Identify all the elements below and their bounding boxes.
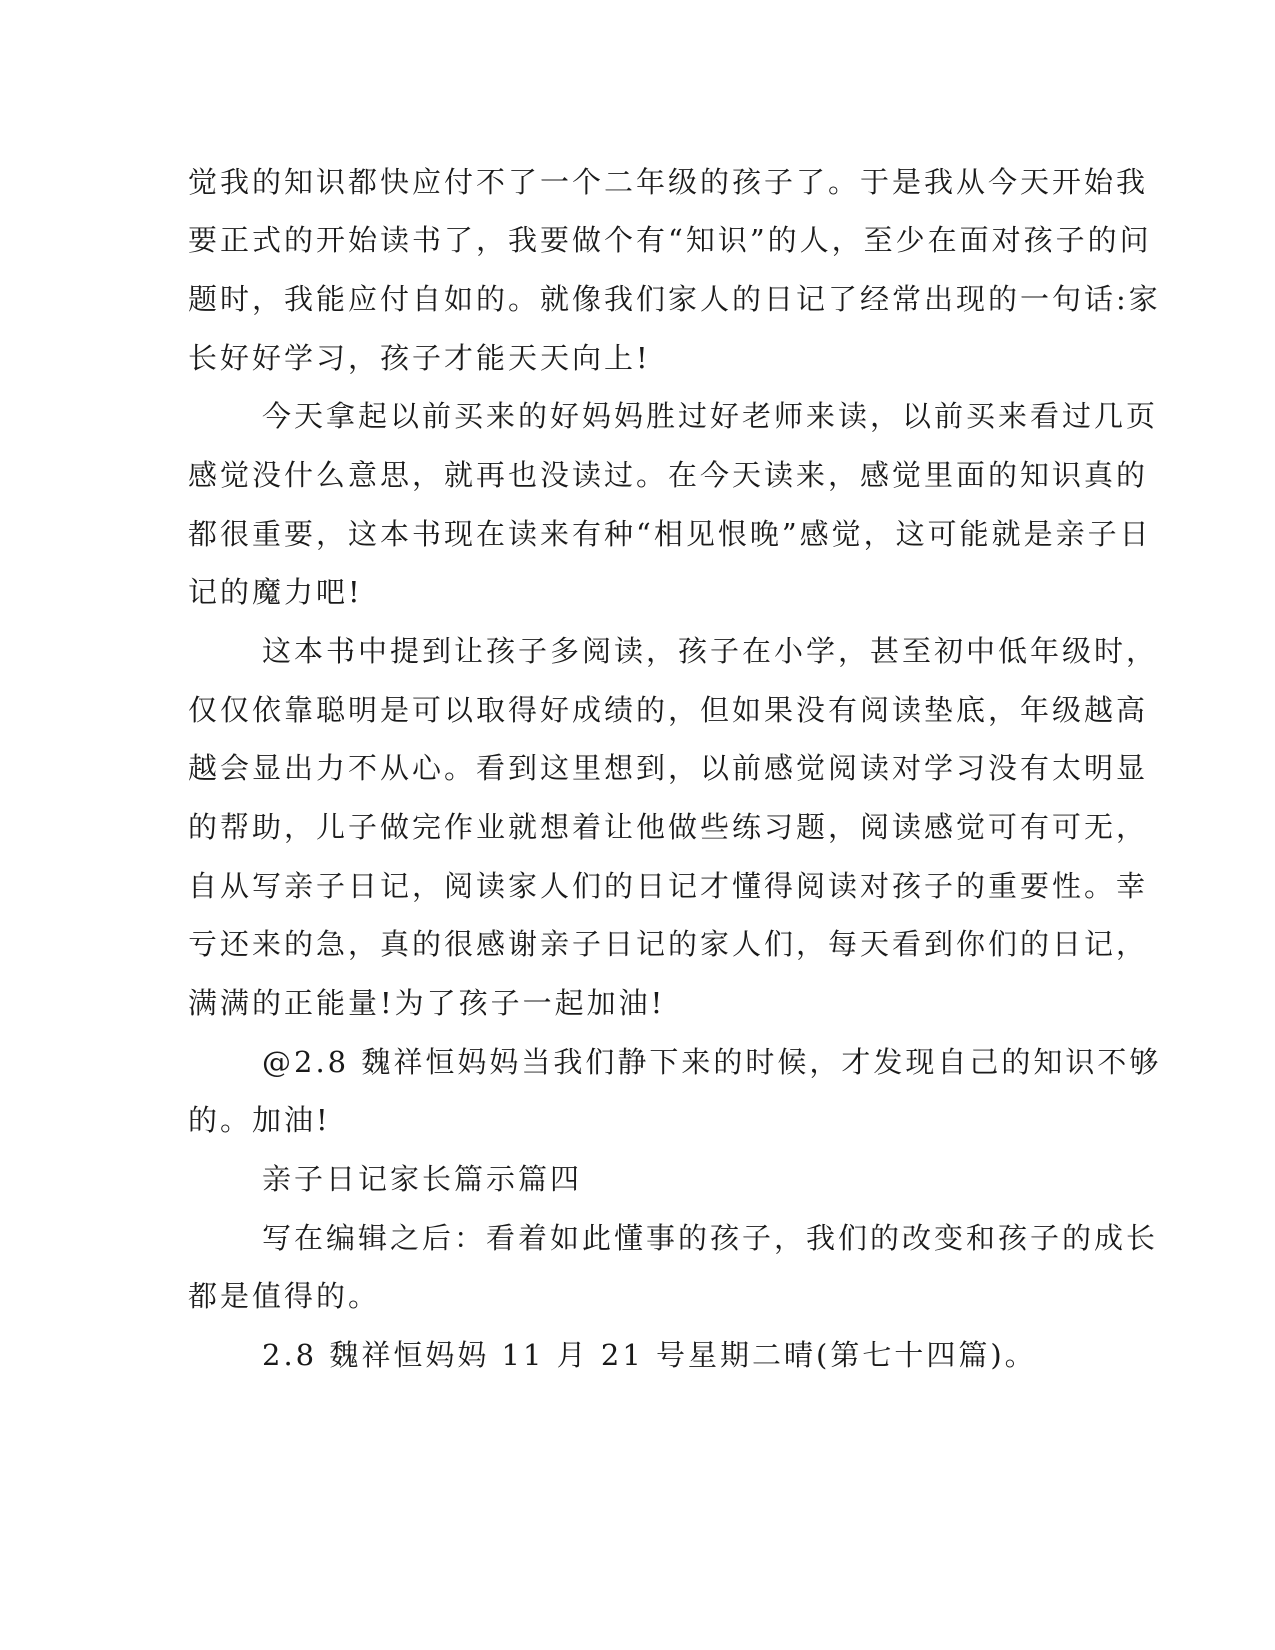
paragraph-line: 今天拿起以前买来的好妈妈胜过好老师来读，以前买来看过几页	[262, 399, 1159, 433]
section-heading: 亲子日记家长篇示篇四	[262, 1162, 583, 1196]
paragraph-line: 题时，我能应付自如的。就像我们家人的日记了经常出现的一句话:家	[188, 282, 1161, 316]
paragraph-line: 觉我的知识都快应付不了一个二年级的孩子了。于是我从今天开始我	[188, 165, 1149, 199]
paragraph-line: 长好好学习，孩子才能天天向上!	[188, 341, 651, 375]
paragraph-line: 亏还来的急，真的很感谢亲子日记的家人们，每天看到你们的日记，	[188, 927, 1149, 961]
paragraph-line: 的帮助，儿子做完作业就想着让他做些练习题，阅读感觉可有可无，	[188, 810, 1149, 844]
paragraph-line: 都是值得的。	[188, 1279, 381, 1313]
paragraph-line: 要正式的开始读书了，我要做个有“知识”的人，至少在面对孩子的问	[188, 223, 1152, 257]
paragraph-line: 记的魔力吧!	[188, 575, 363, 609]
paragraph-line: 满满的正能量!为了孩子一起加油!	[188, 986, 666, 1020]
paragraph-line: 自从写亲子日记，阅读家人们的日记才懂得阅读对孩子的重要性。幸	[188, 869, 1149, 903]
paragraph-line: @2.8 魏祥恒妈妈当我们静下来的时候，才发现自己的知识不够	[262, 1045, 1162, 1079]
paragraph-line: 2.8 魏祥恒妈妈 11 月 21 号星期二晴(第七十四篇)。	[262, 1338, 1037, 1372]
paragraph-line: 写在编辑之后：看着如此懂事的孩子，我们的改变和孩子的成长	[262, 1221, 1159, 1255]
paragraph-line: 越会显出力不从心。看到这里想到，以前感觉阅读对学习没有太明显	[188, 751, 1149, 785]
paragraph-line: 感觉没什么意思，就再也没读过。在今天读来，感觉里面的知识真的	[188, 458, 1149, 492]
paragraph-line: 这本书中提到让孩子多阅读，孩子在小学，甚至初中低年级时，	[262, 634, 1159, 668]
paragraph-line: 仅仅依靠聪明是可以取得好成绩的，但如果没有阅读垫底，年级越高	[188, 693, 1149, 727]
paragraph-line: 都很重要，这本书现在读来有种“相见恨晚”感觉，这可能就是亲子日	[188, 517, 1152, 551]
paragraph-line: 的。加油!	[188, 1103, 331, 1137]
